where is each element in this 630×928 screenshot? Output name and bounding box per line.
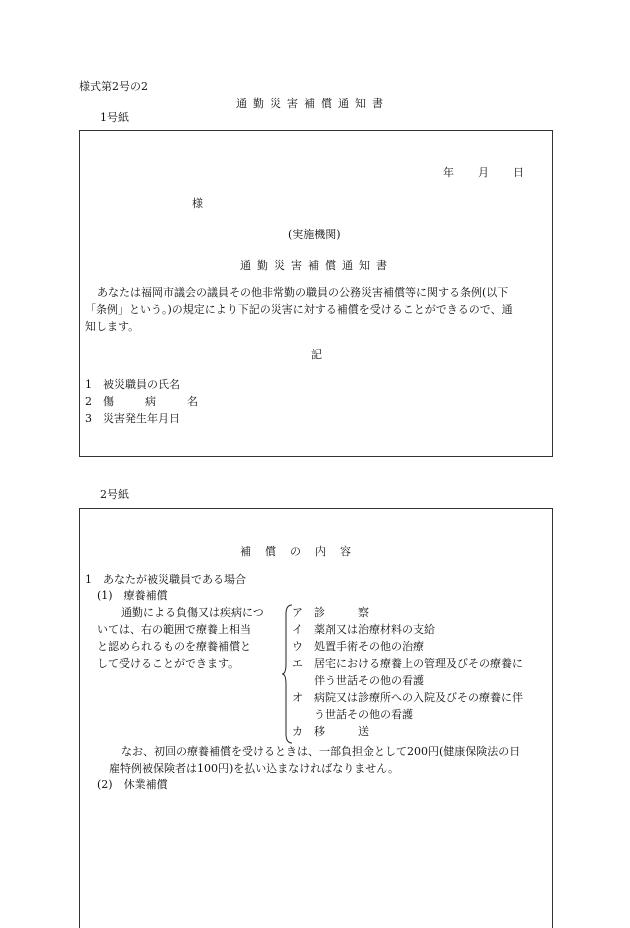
note-line: 雇特例被保険者は100円)を払い込まなければなりません。 bbox=[109, 762, 399, 775]
document-title: 通勤災害補償通知書 bbox=[236, 97, 389, 110]
scope-item: 伴う世話その他の看護 bbox=[292, 674, 424, 687]
notice-body bbox=[85, 284, 547, 335]
list-item: 1 被災職員の氏名 bbox=[85, 378, 180, 391]
form-number: 様式第2号の2 bbox=[79, 80, 148, 93]
sheet1-box bbox=[79, 130, 553, 457]
list-item: 2 傷 病 名 bbox=[85, 395, 208, 408]
section1-heading: 1 あなたが被災職員である場合 bbox=[85, 573, 246, 586]
sub1-heading: (1) 療養補償 bbox=[97, 589, 168, 602]
list-item: 3 災害発生年月日 bbox=[85, 412, 180, 425]
desc-line: して受けることができます。 bbox=[97, 657, 240, 670]
sub2-heading: (2) 休業補償 bbox=[97, 778, 168, 791]
copayment-note bbox=[97, 743, 549, 777]
desc-line: と認められるものを療養補償と bbox=[97, 640, 251, 653]
compensation-title: 補償の内容 bbox=[240, 545, 365, 558]
sheet1-label: 1号紙 bbox=[100, 111, 129, 124]
desc-line: 通勤による負傷又は疾病につ bbox=[121, 606, 264, 619]
treatment-scope-list bbox=[292, 604, 552, 740]
addressee-suffix: 様 bbox=[192, 197, 203, 210]
scope-item: う世話その他の看護 bbox=[292, 708, 413, 721]
body-line: 「条例」という。)の規定により下記の災害に対する補償を受けることができるので、通 bbox=[85, 303, 513, 316]
body-line: 知します。 bbox=[85, 320, 140, 333]
body-line: あなたは福岡市議会の議員その他非常勤の職員の公務災害補償等に関する条例(以下 bbox=[97, 286, 509, 299]
date-year: 年 bbox=[443, 166, 454, 179]
notice-title: 通勤災害補償通知書 bbox=[240, 259, 393, 272]
scope-item: ア 診 察 bbox=[292, 606, 369, 619]
sheet2-label: 2号紙 bbox=[100, 488, 129, 501]
scope-item: オ 病院又は診療所への入院及びその療養に伴 bbox=[292, 691, 523, 704]
date-month: 月 bbox=[478, 166, 489, 179]
ki-label: 記 bbox=[311, 348, 322, 361]
note-line: なお、初回の療養補償を受けるときは、一部負担金として200円(健康保険法の日 bbox=[121, 745, 521, 758]
date-day: 日 bbox=[513, 166, 524, 179]
scope-item: イ 薬剤又は治療材料の支給 bbox=[292, 623, 435, 636]
sheet2-box bbox=[79, 508, 553, 928]
desc-line: いては、右の範囲で療養上相当 bbox=[97, 623, 251, 636]
scope-item: エ 居宅における療養上の管理及びその療養に bbox=[292, 657, 523, 670]
scope-item: カ 移 送 bbox=[292, 725, 369, 738]
agency-label: (実施機関) bbox=[288, 228, 341, 241]
scope-item: ウ 処置手術その他の治療 bbox=[292, 640, 424, 653]
item-list bbox=[85, 376, 208, 427]
treatment-description bbox=[97, 604, 287, 672]
